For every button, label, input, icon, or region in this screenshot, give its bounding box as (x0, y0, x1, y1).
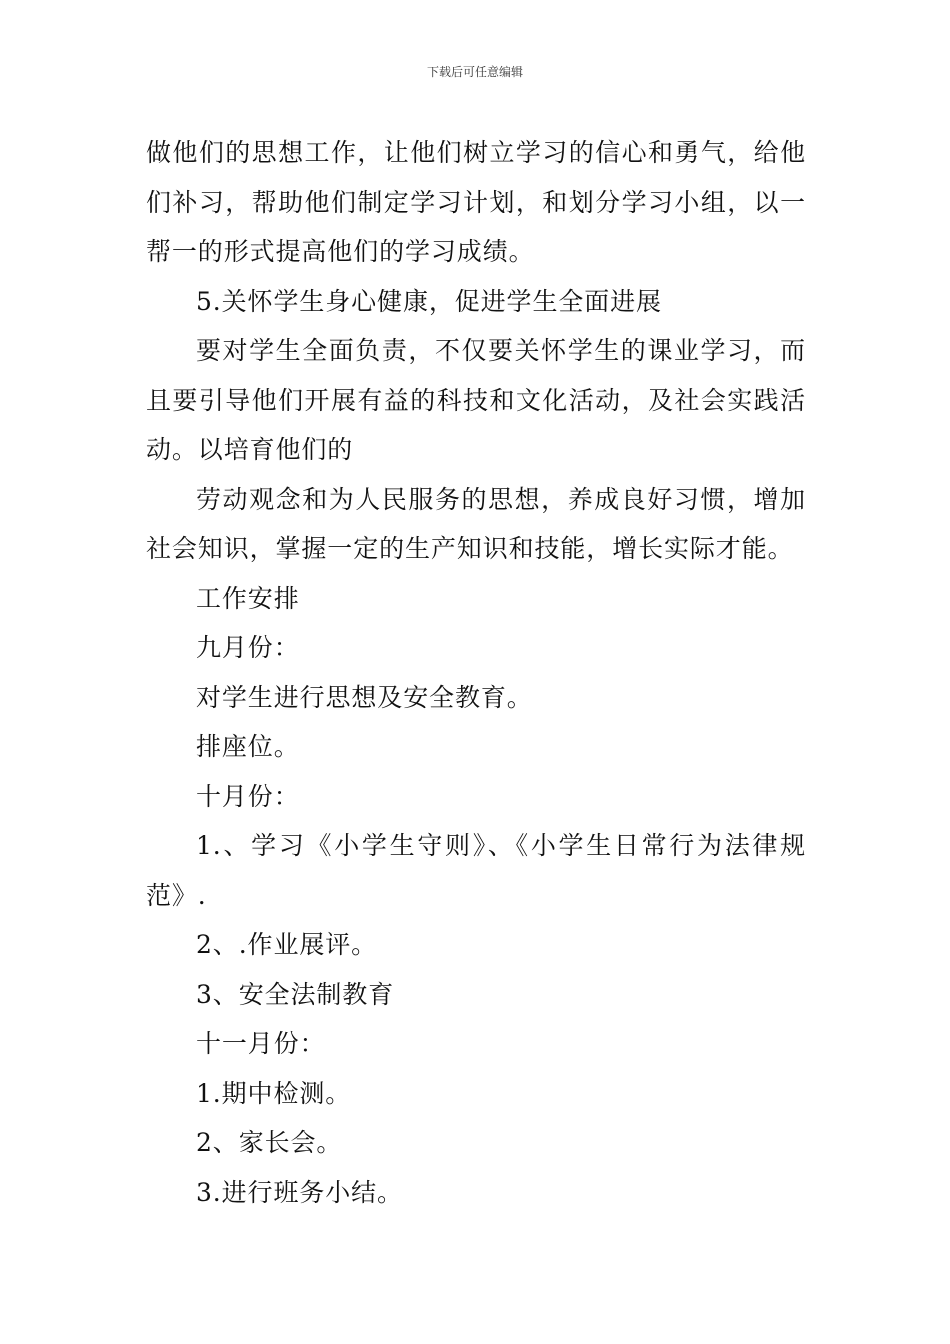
list-item: 3.进行班务小结。 (196, 1177, 403, 1207)
list-item: 3、安全法制教育 (196, 979, 395, 1009)
page-header-note: 下载后可任意编辑 (426, 65, 523, 79)
paragraph-3: 要对学生全面负责，不仅要关怀学生的课业学习，而且要引导他们开展有益的科技和文化活动，及社会实践活动。以培育他们的 (146, 336, 806, 464)
list-item: 2、家长会。 (196, 1128, 343, 1157)
list-item: 2、.作业展评。 (196, 930, 378, 959)
list-item: 排座位。 (196, 732, 300, 761)
month-heading-october: 十月份： (196, 781, 300, 811)
section-heading-work-plan: 工作安排 (196, 583, 300, 613)
paragraph-4: 劳动观念和为人民服务的思想，养成良好习惯，增加社会知识，掌握一定的生产知识和技能，增长实际才能。 (146, 484, 806, 563)
document-body (146, 128, 806, 1217)
list-item: 对学生进行思想及安全教育。 (196, 682, 533, 712)
month-heading-november: 十一月份： (196, 1029, 326, 1058)
paragraph-2: 5.关怀学生身心健康，促进学生全面进展 (196, 286, 662, 316)
month-heading-september: 九月份： (196, 633, 300, 662)
list-item: 1.、学习《小学生守则》、《小学生日常行为法律规范》. (146, 831, 806, 910)
paragraph-1: 做他们的思想工作，让他们树立学习的信心和勇气，给他们补习，帮助他们制定学习计划，和划分学习小组，以一帮一的形式提高他们的学习成绩。 (146, 138, 806, 266)
list-item: 1.期中检测。 (196, 1078, 352, 1108)
